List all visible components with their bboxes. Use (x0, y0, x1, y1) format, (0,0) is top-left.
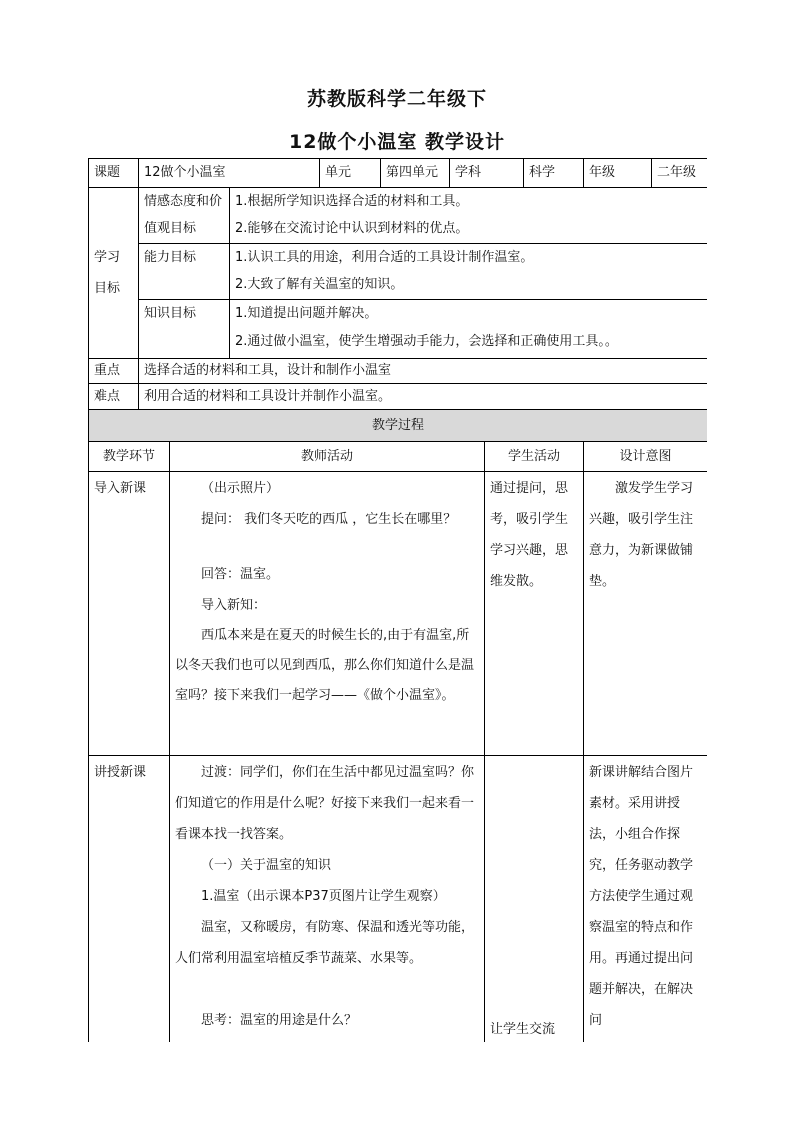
difficult-point-value: 利用合适的材料和工具设计并制作小温室。 (139, 384, 708, 410)
subject-value: 科学 (524, 159, 584, 188)
learning-objectives-label: 学习 目标 (89, 188, 139, 359)
info-row (89, 159, 708, 188)
objective-label-knowledge: 知识目标 (139, 300, 230, 359)
objective-label-ability: 能力目标 (139, 244, 230, 300)
design-intent-intro: 激发学生学习兴趣，吸引学生注意力，为新课做铺垫。 (584, 472, 707, 756)
teaching-process-header: 教学过程 (89, 410, 708, 442)
document-subtitle: 12做个小温室 教学设计 (288, 131, 506, 153)
unit-value: 第四单元 (381, 159, 450, 188)
objective-label-emotion: 情感态度和价值观目标 (139, 188, 230, 244)
design-intent-lecture: 新课讲解结合图片素材。采用讲授法，小组合作探究，任务驱动教学方法使学生通过观察温室的特点和作用。再通过提出问题并解决，在解决问 (584, 756, 707, 1043)
objective-content-ability: 1.认识工具的用途，利用合适的工具设计制作温室。 2.大致了解有关温室的知识。 (230, 244, 708, 300)
unit-label: 单元 (320, 159, 381, 188)
student-activity-lecture: 让学生交流 (485, 756, 584, 1043)
key-point-row (89, 359, 708, 384)
teacher-activity-lecture: 过渡：同学们，你们在生活中都见过温室吗？你们知道它的作用是什么呢？好接下来我们一起来看一看课本找一找答案。 （一）关于温室的知识 1.温室（出示课本P37页图片让学生观察） 温室，又称暖房，有防寒、保温和透光等功能，人们常利用温室培植反季节蔬菜、水果等。 思考：温室的用途是什么？ (170, 756, 485, 1043)
column-student: 学生活动 (485, 442, 584, 472)
stage-intro: 导入新课 (89, 472, 170, 756)
lesson-plan-table (88, 158, 707, 1042)
column-intent: 设计意图 (584, 442, 707, 472)
objective-content-knowledge: 1.知道提出问题并解决。 2.通过做小温室，使学生增强动手能力，会选择和正确使用工具。。 (230, 300, 708, 359)
key-point-label: 重点 (89, 359, 139, 384)
key-point-value: 选择合适的材料和工具，设计和制作小温室 (139, 359, 708, 384)
lesson-plan-table-frame (88, 158, 707, 1042)
process-row-lecture (89, 756, 708, 1043)
topic-label: 课题 (89, 159, 139, 188)
grade-value: 二年级 (652, 159, 707, 188)
objective-row-ability (89, 244, 708, 300)
grade-label: 年级 (584, 159, 652, 188)
document-title: 苏教版科学二年级下 (306, 88, 487, 110)
process-row-intro (89, 472, 708, 756)
topic-value: 12做个小温室 (139, 159, 320, 188)
student-activity-intro: 通过提问，思考，吸引学生学习兴趣，思维发散。 (485, 472, 584, 756)
objective-content-emotion: 1.根据所学知识选择合适的材料和工具。 2.能够在交流讨论中认识到材料的优点。 (230, 188, 708, 244)
difficult-point-row (89, 384, 708, 410)
teacher-activity-intro: （出示照片） 提问： 我们冬天吃的西瓜 ，它生长在哪里？ 回答：温室。 导入新知： 西瓜本来是在夏天的时候生长的,由于有温室,所以冬天我们也可以见到西瓜，那么你们知道什么是温室吗？接下来我们一起学习——《做个小温室》。 (170, 472, 485, 756)
process-header-row (89, 410, 708, 442)
objective-row-emotion (89, 188, 708, 244)
objective-row-knowledge (89, 300, 708, 359)
process-column-headers (89, 442, 708, 472)
difficult-point-label: 难点 (89, 384, 139, 410)
stage-lecture: 讲授新课 (89, 756, 170, 1043)
column-stage: 教学环节 (89, 442, 170, 472)
column-teacher: 教师活动 (170, 442, 485, 472)
subject-label: 学科 (450, 159, 524, 188)
